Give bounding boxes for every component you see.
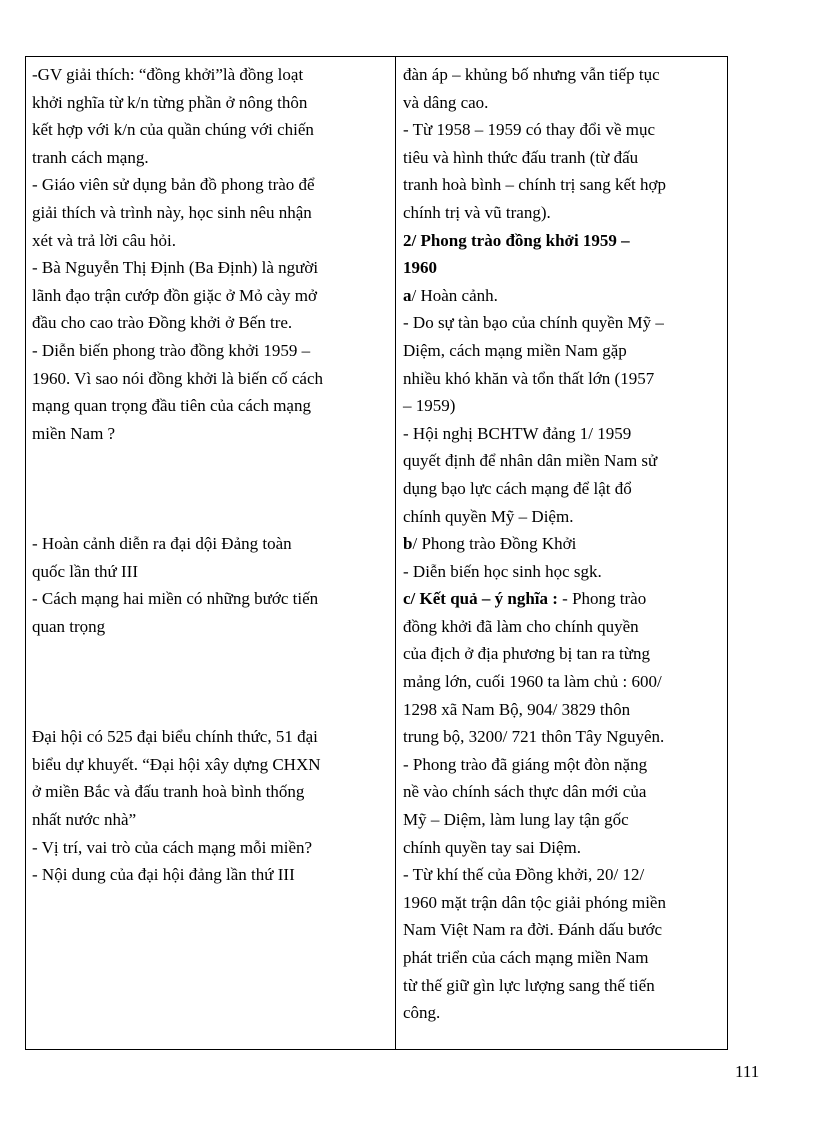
text-line: 1960. Vì sao nói đồng khởi là biến cố cách [32,368,324,388]
text-line: - Hội nghị BCHTW đảng 1/ 1959 [403,423,632,443]
text-line: - Phong trào đã giáng một đòn nặng [403,754,648,774]
block-a [403,309,720,530]
spacer [32,668,389,696]
text-line: -GV giải thích: “đồng khởi”là đồng loạt [32,65,304,84]
teacher-student-activity-column [26,57,396,1049]
text-line: quan trọng [32,616,106,636]
subheading-c-text: - Phong trào [557,589,647,609]
text-line: phát triển của cách mạng miền Nam [403,948,649,967]
text-line: công. [403,1003,441,1023]
text-line: dụng bạo lực cách mạng để lật đổ [403,478,632,498]
subheading-b-text: / Phong trào Đồng Khởi [412,534,577,554]
section-heading-year: 1960 [403,258,437,278]
text-line: mảng lớn, cuối 1960 ta làm chủ : 600/ [403,672,662,692]
text-line: – 1959) [403,396,456,416]
subheading-a-label: a [403,285,412,305]
text-line: đầu cho cao trào Đồng khởi ở Bến tre. [32,313,293,333]
text-line: - Cách mạng hai miền có những bước tiến [32,589,319,609]
text-line: quyết định để nhân dân miền Nam sử [403,451,658,471]
text-line: từ thế giữ gìn lực lượng sang thế tiến [403,975,655,995]
subheading-c [403,585,720,613]
text-line: giải thích và trình này, học sinh nêu nhận [32,202,312,222]
text-line: khởi nghĩa từ k/n từng phần ở nông thôn [32,92,308,112]
text-line: Diệm, cách mạng miền Nam gặp [403,340,627,360]
text-line: biểu dự khuyết. “Đại hội xây dựng CHXN [32,754,321,774]
text-line: - Diễn biến học sinh học sgk. [403,561,602,581]
lesson-table [25,56,728,1050]
block-c [403,613,720,1027]
text-line: đồng khởi đã làm cho chính quyền [403,616,639,636]
subheading-c-title: / Kết quả – ý nghĩa : [410,589,558,609]
spacer [32,640,389,668]
text-line: mạng quan trọng đầu tiên của cách mạng [32,396,311,416]
right-intro [403,61,720,227]
text-line: - Nội dung của đại hội đảng lần thứ III [32,865,295,885]
text-line: Mỹ – Diệm, làm lung lay tận gốc [403,810,629,830]
text-line: - Diễn biến phong trào đồng khởi 1959 – [32,340,311,360]
text-line: - Do sự tàn bạo của chính quyền Mỹ – [403,313,664,333]
text-line: lãnh đạo trận cướp đồn giặc ở Mỏ cày mở [32,285,317,305]
content-column [396,57,727,1049]
text-line: 1298 xã Nam Bộ, 904/ 3829 thôn [403,699,631,719]
text-line: nhiều khó khăn và tổn thất lớn (1957 [403,368,655,388]
spacer [32,447,389,475]
subheading-b [403,530,720,558]
text-line: Đại hội có 525 đại biểu chính thức, 51 đại [32,727,318,747]
text-line: ở miền Bắc và đấu tranh hoà bình thống [32,782,305,802]
left-block-3 [32,723,389,889]
text-line: - Vị trí, vai trò của cách mạng mỗi miền? [32,837,313,857]
text-line: đàn áp – khủng bố nhưng vẫn tiếp tục [403,65,660,84]
text-line: tranh cách mạng. [32,147,149,167]
subheading-c-label: c [403,589,411,609]
text-line: tranh hoà bình – chính trị sang kết hợp [403,175,666,195]
subheading-a-text: / Hoàn cảnh. [411,285,498,305]
text-line: và dâng cao. [403,92,489,112]
text-line: - Từ 1958 – 1959 có thay đổi về mục [403,120,656,140]
text-line: - Bà Nguyễn Thị Định (Ba Định) là người [32,258,319,278]
text-line: chính trị và vũ trang). [403,202,551,222]
spacer [32,696,389,724]
text-line: quốc lần thứ III [32,561,138,581]
subheading-b-label: b [403,534,413,554]
text-line: kết hợp với k/n của quần chúng với chiến [32,120,314,140]
text-line: 1960 mặt trận dân tộc giải phóng miền [403,892,666,912]
spacer [32,503,389,531]
text-line: nhất nước nhà” [32,810,137,830]
text-line: của địch ở địa phương bị tan ra từng [403,644,650,664]
left-block-1 [32,61,389,447]
page-number: 111 [735,1062,760,1081]
text-line: - Hoàn cảnh diễn ra đại dội Đảng toàn [32,534,292,554]
text-line: - Từ khí thế của Đồng khởi, 20/ 12/ [403,865,645,885]
text-line: trung bộ, 3200/ 721 thôn Tây Nguyên. [403,727,665,747]
section-heading: 2/ Phong trào đồng khởi 1959 – [403,230,630,250]
text-line: chính quyền Mỹ – Diệm. [403,506,574,526]
spacer [32,475,389,503]
text-line: miền Nam ? [32,423,116,443]
block-b [403,558,720,586]
left-block-2 [32,530,389,640]
text-line: - Giáo viên sử dụng bản đồ phong trào để [32,175,315,195]
subheading-a [403,282,720,310]
text-line: tiêu và hình thức đấu tranh (từ đấu [403,147,639,167]
text-line: xét và trả lời câu hỏi. [32,230,176,250]
text-line: chính quyền tay sai Diệm. [403,837,581,857]
text-line: nề vào chính sách thực dân mới của [403,782,647,802]
text-line: Nam Việt Nam ra đời. Đánh dấu bước [403,920,663,940]
